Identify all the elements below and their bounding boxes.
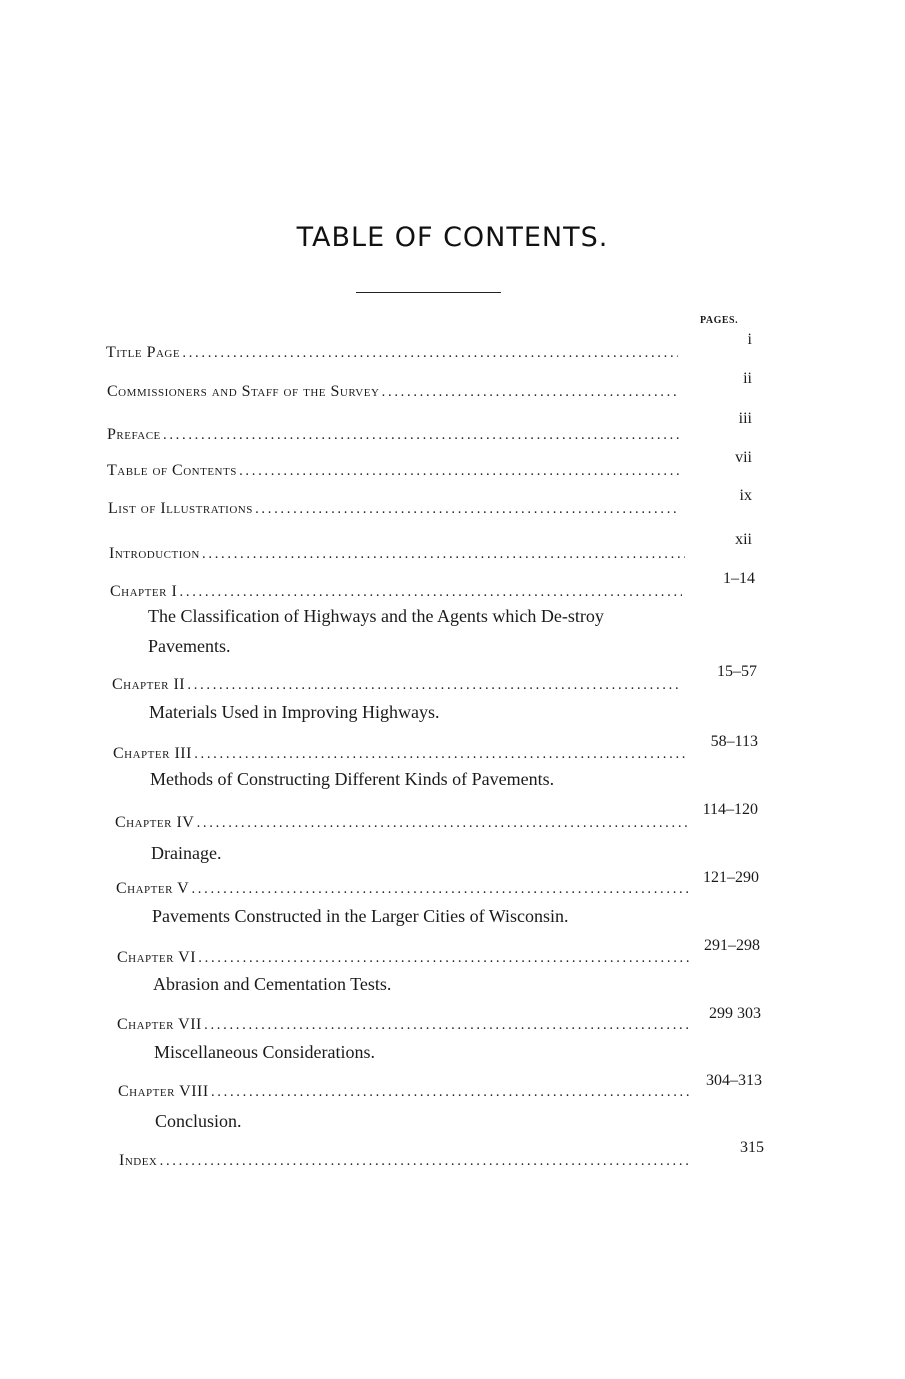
toc-entry-chapter-1 <box>110 583 682 601</box>
toc-entry-list-of-illustrations <box>108 500 680 518</box>
dot-leader <box>194 747 685 762</box>
toc-entry-page: 1–14 <box>723 570 755 587</box>
toc-entry-chapter-5 <box>116 880 689 898</box>
toc-entry-chapter-7 <box>117 1016 691 1034</box>
toc-entry-description: Conclusion. <box>155 1111 242 1131</box>
dot-leader <box>159 1154 691 1169</box>
toc-entry-description: Drainage. <box>151 843 222 863</box>
dot-leader <box>179 585 682 600</box>
dot-leader <box>198 951 689 966</box>
toc-entry-description: Pavements Constructed in the Larger Cities of Wisconsin. <box>152 906 569 926</box>
toc-entry-page: iii <box>738 410 752 427</box>
toc-entry-label: Introduction <box>109 545 200 562</box>
toc-entry-page: i <box>747 331 752 348</box>
toc-entry-title-page <box>106 344 678 362</box>
toc-entry-page: ii <box>743 370 752 387</box>
toc-entry-preface <box>107 426 680 444</box>
toc-entry-description: The Classification of Highways and the Agents which De-stroy Pavements. <box>148 606 604 656</box>
toc-entry-label: Preface <box>107 426 161 443</box>
toc-entry-label: Chapter I <box>110 583 178 600</box>
pages-column-header: PAGES. <box>700 315 739 326</box>
toc-entry-label: List of Illustrations <box>108 500 253 517</box>
dot-leader <box>239 464 680 479</box>
toc-entry-label: Chapter VI <box>117 949 197 966</box>
dot-leader <box>196 816 689 831</box>
dot-leader <box>204 1018 691 1033</box>
dot-leader <box>211 1085 692 1100</box>
title-divider <box>356 292 501 293</box>
toc-entry-description: Materials Used in Improving Highways. <box>149 702 440 722</box>
toc-entry-page: xii <box>735 531 752 548</box>
toc-entry-introduction <box>109 545 685 563</box>
dot-leader <box>187 678 682 693</box>
dot-leader <box>255 502 680 517</box>
toc-entry-page: 304–313 <box>706 1072 762 1089</box>
toc-entry-chapter-8 <box>118 1083 692 1101</box>
toc-entry-index <box>119 1152 691 1170</box>
toc-entry-label: Chapter V <box>116 880 190 897</box>
toc-entry-label: Table of Contents <box>107 462 237 479</box>
toc-entry-label: Chapter VIII <box>118 1083 209 1100</box>
toc-entry-chapter-4 <box>115 814 689 832</box>
toc-entry-page: 15–57 <box>717 663 757 680</box>
toc-entry-label: Index <box>119 1152 158 1169</box>
toc-entry-commissioners <box>107 383 678 401</box>
toc-entry-description: Miscellaneous Considerations. <box>154 1042 375 1062</box>
toc-entry-chapter-6 <box>117 949 689 967</box>
dot-leader <box>202 547 685 562</box>
dot-leader <box>182 346 678 361</box>
toc-entry-page: 58–113 <box>710 733 758 750</box>
toc-entry-label: Title Page <box>106 344 181 361</box>
dot-leader <box>163 428 680 443</box>
dot-leader <box>381 385 678 400</box>
toc-entry-page: vii <box>735 449 752 466</box>
page-title: TABLE OF CONTENTS. <box>296 222 609 253</box>
toc-entry-page: 291–298 <box>704 937 760 954</box>
toc-entry-page: 315 <box>740 1139 764 1156</box>
toc-entry-page: ix <box>739 487 752 504</box>
toc-entry-page: 114–120 <box>702 801 758 818</box>
dot-leader <box>191 882 689 897</box>
toc-entry-chapter-3 <box>113 745 685 763</box>
toc-entry-label: Chapter II <box>112 676 186 693</box>
toc-entry-table-of-contents <box>107 462 680 480</box>
toc-entry-label: Commissioners and Staff of the Survey <box>107 383 380 400</box>
toc-entry-chapter-2 <box>112 676 682 694</box>
toc-entry-page: 121–290 <box>703 869 759 886</box>
toc-entry-page: 299 303 <box>709 1005 761 1022</box>
toc-entry-description: Methods of Constructing Different Kinds of Pavements. <box>150 769 555 789</box>
toc-entry-description: Abrasion and Cementation Tests. <box>153 974 392 994</box>
toc-entry-label: Chapter III <box>113 745 192 762</box>
toc-entry-label: Chapter IV <box>115 814 195 831</box>
toc-entry-label: Chapter VII <box>117 1016 202 1033</box>
